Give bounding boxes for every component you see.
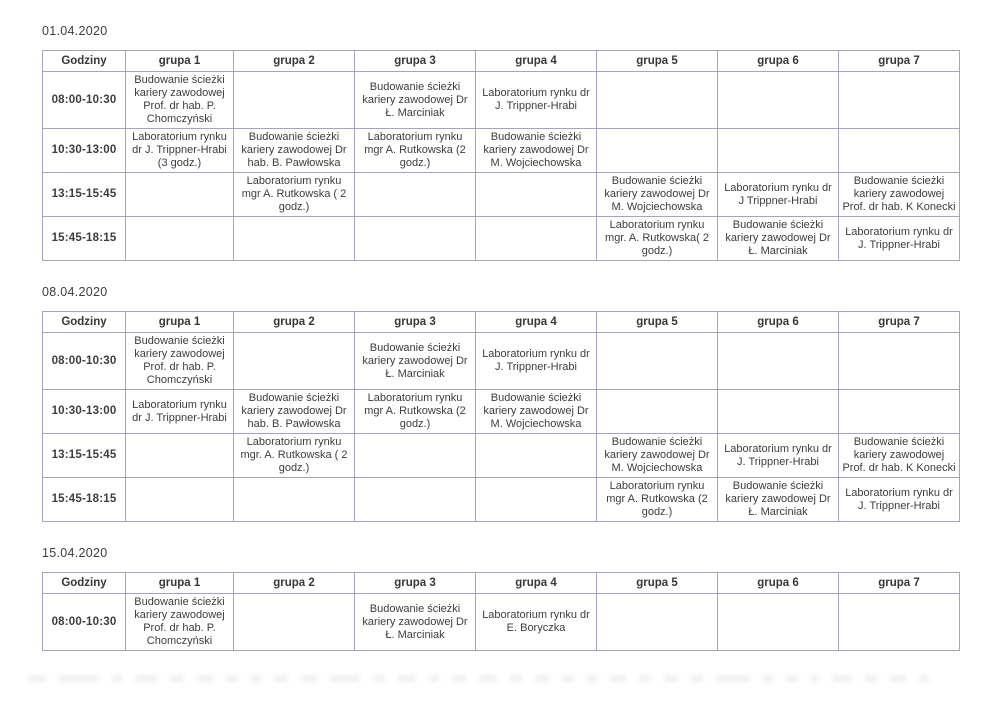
time-cell: 10:30-13:00	[43, 129, 126, 173]
schedule-cell	[718, 390, 839, 434]
ghost-text-fragment	[59, 675, 99, 682]
time-cell: 08:00-10:30	[43, 594, 126, 651]
schedule-cell: Budowanie ścieżki kariery zawodowej Dr M. Wojciechowska	[597, 434, 718, 478]
schedule-date: 15.04.2020	[42, 546, 108, 560]
schedule-cell	[126, 217, 234, 261]
column-header: grupa 1	[126, 51, 234, 72]
schedule-block	[42, 285, 958, 522]
ghost-text-fragment	[452, 675, 466, 682]
schedule-cell: Laboratorium rynku mgr A. Rutkowska (2 godz.)	[355, 129, 476, 173]
schedule-cell: Budowanie ścieżki kariery zawodowej Dr Ł. Marciniak	[355, 72, 476, 129]
schedule-cell	[839, 594, 960, 651]
column-header: grupa 2	[234, 312, 355, 333]
time-cell: 13:15-15:45	[43, 434, 126, 478]
ghost-text-fragment	[811, 675, 819, 682]
schedule-cell	[718, 594, 839, 651]
schedule-cell	[476, 478, 597, 522]
schedule-block	[42, 24, 958, 261]
time-cell: 08:00-10:30	[43, 72, 126, 129]
time-cell: 15:45-18:15	[43, 217, 126, 261]
schedule-table	[42, 311, 960, 522]
column-header: grupa 5	[597, 573, 718, 594]
schedule-cell	[355, 217, 476, 261]
ghost-text-fragment	[301, 675, 317, 682]
ghost-text-fragment	[28, 675, 46, 682]
schedule-cell: Laboratorium rynku mgr. A. Rutkowska( 2 godz.)	[597, 217, 718, 261]
schedule-cell: Laboratorium rynku dr J. Trippner-Hrabi	[476, 72, 597, 129]
ghost-text-fragment	[763, 675, 773, 682]
schedule-date: 08.04.2020	[42, 285, 108, 299]
schedule-cell: Laboratorium rynku dr J. Trippner-Hrabi	[476, 333, 597, 390]
schedule-cell: Budowanie ścieżki kariery zawodowej Dr M. Wojciechowska	[597, 173, 718, 217]
column-header: grupa 7	[839, 573, 960, 594]
column-header: grupa 2	[234, 51, 355, 72]
column-header: Godziny	[43, 312, 126, 333]
schedule-cell: Laboratorium rynku dr J. Trippner-Hrabi	[839, 478, 960, 522]
schedule-cell: Laboratorium rynku dr E. Boryczka	[476, 594, 597, 651]
header-row	[43, 51, 960, 72]
schedule-cell	[597, 390, 718, 434]
schedule-cell: Budowanie ścieżki kariery zawodowej Prof. dr hab. P. Chomczyński	[126, 72, 234, 129]
schedule-cell: Budowanie ścieżki kariery zawodowej Dr Ł. Marciniak	[355, 594, 476, 651]
column-header: grupa 4	[476, 573, 597, 594]
schedule-date: 01.04.2020	[42, 24, 108, 38]
schedule-cell	[126, 434, 234, 478]
schedule-cell	[126, 478, 234, 522]
column-header: grupa 3	[355, 51, 476, 72]
schedule-cell	[597, 72, 718, 129]
ghost-text-fragment	[716, 675, 750, 682]
ghost-text-fragment	[535, 675, 549, 682]
ghost-text-fragment	[170, 675, 184, 682]
ghost-text-fragment	[691, 675, 703, 682]
schedule-cell	[718, 72, 839, 129]
ghost-text-fragment	[197, 675, 213, 682]
ghost-text-fragment	[562, 675, 574, 682]
schedule-cell: Laboratorium rynku dr J. Trippner-Hrabi (3 godz.)	[126, 129, 234, 173]
schedule-cell	[839, 390, 960, 434]
column-header: grupa 4	[476, 312, 597, 333]
time-cell: 15:45-18:15	[43, 478, 126, 522]
ghost-text-fragment	[587, 675, 597, 682]
ghost-text-fragment	[865, 675, 877, 682]
schedule-cell: Laboratorium rynku mgr. A. Rutkowska ( 2 godz.)	[234, 434, 355, 478]
ghost-text-fragment	[919, 675, 929, 682]
schedule-cell: Budowanie ścieżki kariery zawodowej Dr Ł. Marciniak	[355, 333, 476, 390]
schedule-cell: Budowanie ścieżki kariery zawodowej Prof. dr hab. P. Chomczyński	[126, 594, 234, 651]
schedule-cell	[476, 217, 597, 261]
table-row	[43, 72, 960, 129]
schedule-cell	[718, 129, 839, 173]
column-header: grupa 2	[234, 573, 355, 594]
schedule-cell: Laboratorium rynku mgr A. Rutkowska ( 2 godz.)	[234, 173, 355, 217]
time-cell: 10:30-13:00	[43, 390, 126, 434]
table-row	[43, 217, 960, 261]
table-row	[43, 434, 960, 478]
schedule-table	[42, 50, 960, 261]
schedule-cell: Budowanie ścieżki kariery zawodowej Prof. dr hab. K Konecki	[839, 434, 960, 478]
column-header: grupa 4	[476, 51, 597, 72]
schedule-cell	[476, 173, 597, 217]
ghost-text-fragment	[226, 675, 238, 682]
column-header: grupa 7	[839, 51, 960, 72]
schedule-cell	[839, 72, 960, 129]
table-row	[43, 333, 960, 390]
schedule-cell	[126, 173, 234, 217]
table-row	[43, 478, 960, 522]
ghost-text-fragment	[786, 675, 798, 682]
column-header: grupa 5	[597, 312, 718, 333]
ghost-text-fragment	[832, 675, 852, 682]
ghost-text-fragment	[135, 675, 157, 682]
ghost-text-fragment	[330, 675, 360, 682]
schedule-cell: Budowanie ścieżki kariery zawodowej Prof. dr hab. K Konecki	[839, 173, 960, 217]
schedule-cell: Budowanie ścieżki kariery zawodowej Dr M. Wojciechowska	[476, 390, 597, 434]
ghost-text-fragment	[373, 675, 385, 682]
column-header: grupa 3	[355, 312, 476, 333]
schedule-cell	[839, 333, 960, 390]
table-row	[43, 129, 960, 173]
ghost-text-fragment	[510, 675, 522, 682]
ghost-text-fragment	[251, 675, 261, 682]
ghost-text-fragment	[479, 675, 497, 682]
ghost-text-fragment	[274, 675, 288, 682]
column-header: Godziny	[43, 51, 126, 72]
ghost-text-fragment	[664, 675, 678, 682]
ghost-text-fragment	[610, 675, 626, 682]
column-header: grupa 1	[126, 312, 234, 333]
column-header: grupa 5	[597, 51, 718, 72]
header-row	[43, 312, 960, 333]
time-cell: 13:15-15:45	[43, 173, 126, 217]
schedule-cell	[355, 173, 476, 217]
schedule-cell	[597, 129, 718, 173]
column-header: grupa 3	[355, 573, 476, 594]
time-cell: 08:00-10:30	[43, 333, 126, 390]
schedule-cell	[355, 434, 476, 478]
schedule-cell: Budowanie ścieżki kariery zawodowej Dr hab. B. Pawłowska	[234, 390, 355, 434]
ghost-text-fragment	[112, 675, 122, 682]
schedule-cell	[234, 217, 355, 261]
schedule-cell: Budowanie ścieżki kariery zawodowej Dr M. Wojciechowska	[476, 129, 597, 173]
header-row	[43, 573, 960, 594]
ghost-text-row	[28, 675, 1000, 682]
schedule-tables-container	[42, 24, 958, 651]
schedule-cell	[234, 594, 355, 651]
ghost-text-fragment	[890, 675, 906, 682]
schedule-cell: Laboratorium rynku dr J. Trippner-Hrabi	[126, 390, 234, 434]
column-header: grupa 6	[718, 573, 839, 594]
schedule-cell: Laboratorium rynku dr J. Trippner-Hrabi	[839, 217, 960, 261]
ghost-text-fragment	[639, 675, 651, 682]
schedule-cell	[839, 129, 960, 173]
schedule-cell: Laboratorium rynku mgr A. Rutkowska (2 godz.)	[597, 478, 718, 522]
ghost-text-fragment	[398, 675, 416, 682]
schedule-cell	[234, 72, 355, 129]
column-header: grupa 7	[839, 312, 960, 333]
schedule-cell	[476, 434, 597, 478]
column-header: grupa 1	[126, 573, 234, 594]
schedule-cell	[234, 478, 355, 522]
schedule-block	[42, 546, 958, 651]
schedule-cell: Budowanie ścieżki kariery zawodowej Prof. dr hab. P. Chomczyński	[126, 333, 234, 390]
column-header: Godziny	[43, 573, 126, 594]
schedule-cell	[718, 333, 839, 390]
schedule-cell: Laboratorium rynku dr J Trippner-Hrabi	[718, 173, 839, 217]
schedule-cell: Laboratorium rynku dr J. Trippner-Hrabi	[718, 434, 839, 478]
column-header: grupa 6	[718, 51, 839, 72]
schedule-cell	[597, 333, 718, 390]
schedule-cell: Budowanie ścieżki kariery zawodowej Dr hab. B. Pawłowska	[234, 129, 355, 173]
schedule-cell: Budowanie ścieżki kariery zawodowej Dr Ł. Marciniak	[718, 478, 839, 522]
ghost-text-fragment	[429, 675, 439, 682]
schedule-cell: Laboratorium rynku mgr A. Rutkowska (2 godz.)	[355, 390, 476, 434]
table-row	[43, 390, 960, 434]
schedule-cell	[597, 594, 718, 651]
schedule-cell: Budowanie ścieżki kariery zawodowej Dr Ł. Marciniak	[718, 217, 839, 261]
column-header: grupa 6	[718, 312, 839, 333]
schedule-table	[42, 572, 960, 651]
table-row	[43, 173, 960, 217]
schedule-cell	[355, 478, 476, 522]
schedule-cell	[234, 333, 355, 390]
table-row	[43, 594, 960, 651]
